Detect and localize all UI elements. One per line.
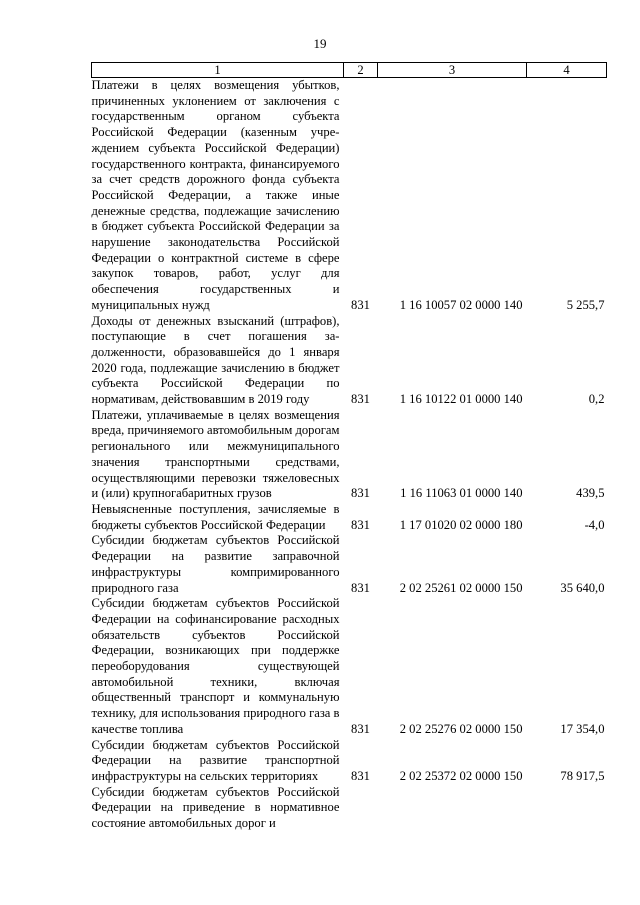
row-name: Субсидии бюджетам субъектов Российской Федерации на развитие транспортной инфраструктуры на сельских территориях <box>91 737 340 783</box>
row-budget-code: 1 17 01020 02 0000 180 <box>399 517 523 532</box>
row-budget-code: 2 02 25372 02 0000 150 <box>399 768 523 783</box>
row-name: Субсидии бюджетам субъектов Российской Федерации на развитие заправочной инфраструктуры компримированного природного газа <box>91 533 340 595</box>
row-name: Доходы от денежных взысканий (штрафов), поступающие в счет погашения задолженности, образовавшейся до 1 января 2020 года, подлежащие зачислению в бюджет субъекта Российской Федерации по нормативам, действовавшим в 2019 году <box>91 313 340 407</box>
row-name: Субсидии бюджетам субъектов Российской Федерации на софинансирование расходных обязательств субъектов Российской Федерации, возникающих при поддержке переоборудования существующей автомобильной техники, включая общественный транспорт и коммунальную технику, для использования природного газа в качестве топлива <box>91 596 340 736</box>
row-sum: -4,0 <box>584 517 605 532</box>
page-number: 19 <box>313 36 327 51</box>
table-row <box>92 738 607 785</box>
row-name-continued: Субсидии бюджетам субъектов Российской Федерации на приведение в нормативное состояние автомобильных дорог и <box>91 784 340 831</box>
row-sum: 0,2 <box>588 392 605 407</box>
row-sum: 439,5 <box>576 486 605 501</box>
table-row <box>92 314 607 408</box>
row-admin-code: 831 <box>351 580 370 595</box>
table-row <box>92 502 607 533</box>
row-admin-code: 831 <box>351 297 370 312</box>
table-row <box>92 408 607 502</box>
row-admin-code: 831 <box>351 721 370 736</box>
row-name: Невыясненные поступления, зачисляемые в бюджеты субъектов Российской Федерации <box>91 501 340 532</box>
table-row-continued <box>92 785 607 832</box>
row-admin-code: 831 <box>351 392 370 407</box>
row-budget-code: 1 16 10122 01 0000 140 <box>399 392 523 407</box>
revenue-table <box>91 62 607 832</box>
table-row <box>92 533 607 596</box>
row-admin-code: 831 <box>351 486 370 501</box>
row-admin-code: 831 <box>351 517 370 532</box>
column-header-3: 3 <box>378 63 527 78</box>
row-sum: 78 917,5 <box>560 768 605 783</box>
table-row <box>92 596 607 737</box>
column-header-2: 2 <box>344 63 378 78</box>
row-budget-code: 1 16 10057 02 0000 140 <box>399 297 523 312</box>
row-budget-code: 2 02 25261 02 0000 150 <box>399 580 523 595</box>
table-row <box>92 78 607 314</box>
row-budget-code: 2 02 25276 02 0000 150 <box>399 721 523 736</box>
row-budget-code: 1 16 11063 01 0000 140 <box>400 486 523 501</box>
row-sum: 17 354,0 <box>560 721 605 736</box>
table-header-row <box>92 63 607 78</box>
row-sum: 5 255,7 <box>566 297 605 312</box>
row-name: Платежи, уплачиваемые в целях возмещения вреда, причиняемого автомобильным дорогам регионального или межмуниципального значения транспортными средствами, осуществляющими перевозки тяжеловесных и (или) крупногабаритных грузов <box>91 407 340 501</box>
row-admin-code: 831 <box>351 768 370 783</box>
column-header-1: 1 <box>92 63 344 78</box>
column-header-4: 4 <box>527 63 607 78</box>
row-sum: 35 640,0 <box>560 580 605 595</box>
row-name: Платежи в целях возмещения убытков, причиненных уклонением от заключения с государственным органом субъекта Российской Федерации (казенным учреждением субъекта Российской Федерации) государственного контракта, финансируемого за счет средств дорожного фонда субъекта Российской Федерации, а также иные денежные средства, подлежащие зачислению в бюджет субъекта Российской Федерации за нарушение законодательства Российской Федерации о контрактной системе в сфере закупок товаров, работ, услуг для обеспечения государственных и муниципальных нужд <box>91 78 340 312</box>
